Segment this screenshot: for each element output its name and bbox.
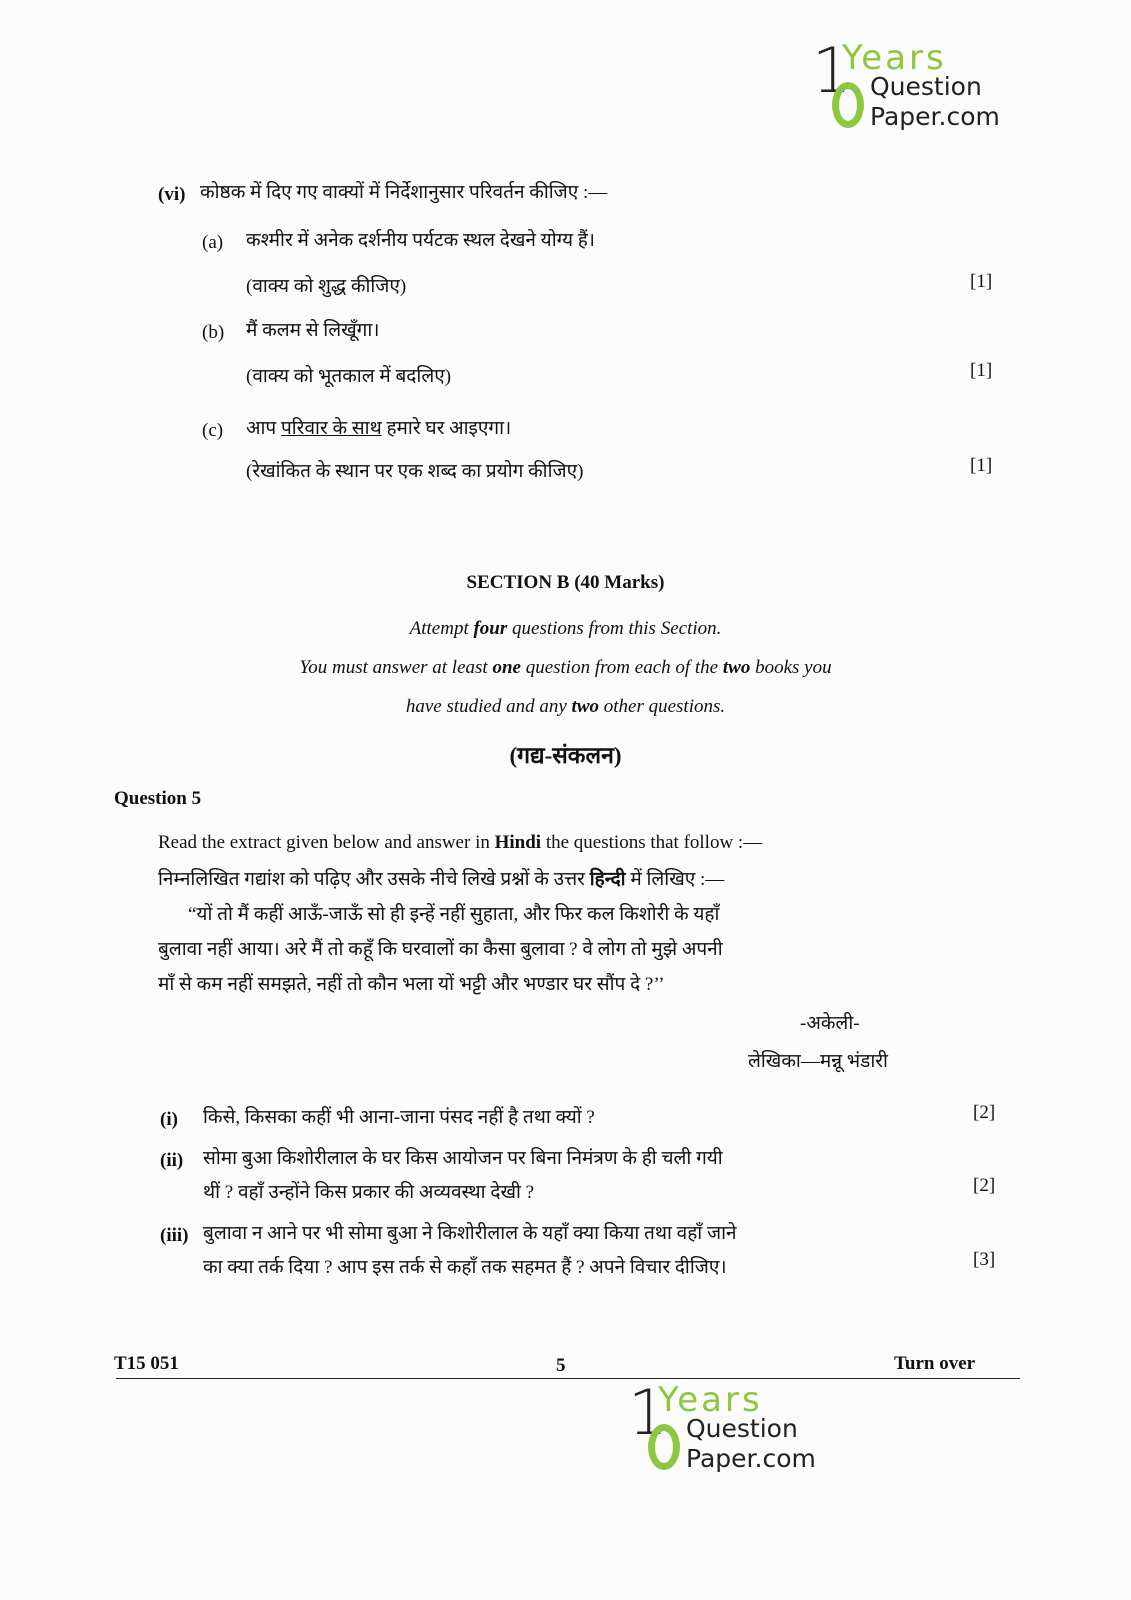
l2-c: question from each of the	[520, 657, 723, 678]
watermark-logo-bottom	[628, 1376, 838, 1474]
question-5-title: Question 5	[114, 788, 202, 809]
subq-i-marks: [2]	[973, 1102, 996, 1123]
subq-iii-number: (iii)	[160, 1225, 189, 1246]
subq-iii-line-2: का क्या तर्क दिया ? आप इस तर्क से कहाँ तक सहमत हैं ? अपने विचार दीजिए।	[203, 1257, 727, 1278]
gadya-sankalan-heading: (गद्य-संकलन)	[509, 743, 622, 768]
extract-source: -अकेली-	[800, 1013, 860, 1034]
subq-ii-marks: [2]	[973, 1175, 996, 1196]
footer-turn-over: Turn over	[894, 1353, 976, 1374]
extract-author: लेखिका—मन्नू भंडारी	[748, 1051, 888, 1072]
hi-bold: हिन्दी	[589, 869, 626, 890]
logo-one: 1	[812, 34, 852, 107]
extract-line-2: बुलावा नहीं आया। अरे मैं तो कहूँ कि घरवालों का कैसा बुलावा ? वे लोग तो मुझे अपनी	[158, 939, 723, 960]
part-a-label: (a)	[202, 232, 224, 253]
part-b-sentence: मैं कलम से लिखूँगा।	[246, 320, 380, 341]
section-b-line1	[0, 617, 1131, 641]
part-a-sentence: कश्मीर में अनेक दर्शनीय पर्यटक स्थल देखने योग्य हैं।	[246, 230, 596, 251]
section-b-line3	[0, 695, 1131, 719]
extract-line-3: माँ से कम नहीं समझते, नहीं तो कौन भला यों भट्टी और भण्डार घर सौंप दे ?’’	[158, 974, 665, 995]
logo-question: Question	[870, 72, 982, 101]
part-c-pre: आप	[246, 418, 281, 439]
part-b-marks: [1]	[970, 360, 993, 381]
instruction-hindi	[158, 868, 724, 892]
l1-post: questions from this Section.	[507, 618, 722, 639]
subq-i-line-1: किसे, किसका कहीं भी आना-जाना पंसद नहीं है तथा क्यों ?	[203, 1107, 595, 1128]
extract-line-1: “यों तो मैं कहीं आऊँ-जाऊँ सो ही इन्हें नहीं सुहाता, और फिर कल किशोरी के यहाँ	[188, 904, 720, 925]
part-c-post: हमारे घर आइएगा।	[381, 418, 512, 439]
l2-e: books you	[750, 657, 832, 678]
subq-i-number: (i)	[160, 1109, 178, 1130]
hi-pre: निम्नलिखित गद्यांश को पढ़िए और उसके नीचे लिखे प्रश्नों के उत्तर	[158, 869, 590, 890]
part-c-sentence	[246, 417, 511, 441]
l1-bold: four	[473, 618, 508, 639]
subq-ii-line-1: सोमा बुआ किशोरीलाल के घर किस आयोजन पर बिना निमंत्रण के ही चली गयी	[203, 1148, 723, 1169]
hi-post: में लिखिए :—	[625, 869, 725, 890]
subq-iii-line-1: बुलावा न आने पर भी सोमा बुआ ने किशोरीलाल के यहाँ क्या किया तथा वहाँ जाने	[203, 1223, 737, 1244]
part-b-label: (b)	[202, 322, 225, 343]
watermark-logo-top	[812, 34, 1022, 132]
l3-c: other questions.	[599, 696, 726, 717]
logo-years: Years	[658, 1380, 763, 1420]
section-b-title: SECTION B (40 Marks)	[466, 572, 665, 593]
l2-a: You must answer at least	[299, 657, 493, 678]
l2-b: one	[492, 657, 521, 678]
instruction-english	[158, 831, 762, 855]
logo-paper: Paper.com	[870, 102, 1000, 131]
subq-iii-marks: [3]	[973, 1249, 996, 1270]
footer-code: T15 051	[114, 1353, 179, 1374]
l2-d: two	[722, 657, 751, 678]
en-post: the questions that follow :—	[541, 832, 763, 853]
logo-question: Question	[686, 1414, 798, 1443]
part-a-marks: [1]	[970, 271, 993, 292]
subq-ii-line-2: थीं ? वहाँ उन्होंने किस प्रकार की अव्यवस्था देखी ?	[203, 1182, 535, 1203]
logo-one: 1	[628, 1376, 668, 1449]
part-c-instruction: (रेखांकित के स्थान पर एक शब्द का प्रयोग कीजिए)	[246, 461, 584, 482]
footer-page-number: 5	[556, 1355, 566, 1376]
l1-pre: Attempt	[409, 618, 474, 639]
section-b-line2	[0, 656, 1131, 680]
subq-ii-number: (ii)	[160, 1150, 184, 1171]
en-bold: Hindi	[494, 832, 542, 853]
logo-years: Years	[842, 38, 947, 78]
q-vi-number: (vi)	[158, 184, 186, 205]
logo-paper: Paper.com	[686, 1444, 816, 1473]
en-pre: Read the extract given below and answer in	[158, 832, 495, 853]
q-vi-text: कोष्ठक में दिए गए वाक्यों में निर्देशानुसार परिवर्तन कीजिए :—	[200, 182, 608, 203]
part-c-label: (c)	[202, 420, 224, 441]
logo-zero-ring	[832, 82, 864, 128]
l3-a: have studied and any	[405, 696, 572, 717]
logo-zero-ring	[648, 1424, 680, 1470]
part-c-underlined: परिवार के साथ	[280, 418, 382, 439]
part-b-instruction: (वाक्य को भूतकाल में बदलिए)	[246, 366, 452, 387]
part-c-marks: [1]	[970, 455, 993, 476]
part-a-instruction: (वाक्य को शुद्ध कीजिए)	[246, 276, 407, 297]
footer-rule	[116, 1378, 1020, 1379]
l3-b: two	[571, 696, 599, 717]
